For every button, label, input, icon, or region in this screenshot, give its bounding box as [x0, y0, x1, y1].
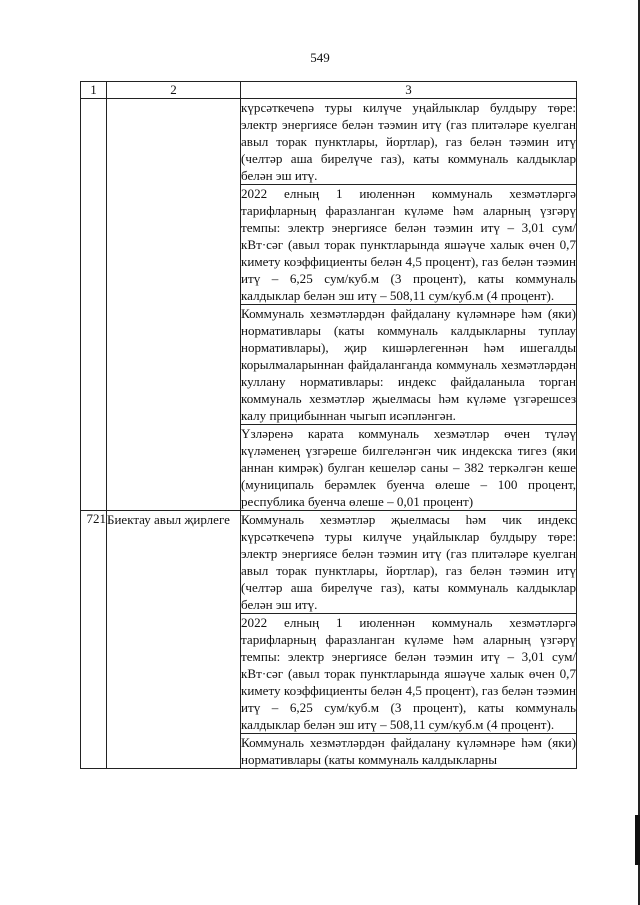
content-paragraph: 2022 елның 1 июленнән коммуналь хезмәтләргә тарифларның фаразланган күләме һәм аларның үзгәрү темпы: электр энергиясе белән тәэмин итү – 3,01 сум/кВт·сәг (авыл торак пунктларында яшәүче халык өчен 0,7 кимету коэффициенты белән 4,5 процент), газ белән тәэмин итү – 6,25 сум/куб.м (3 процент), каты коммуналь калдыклар белән эш итү – 508,11 сум/куб.м (4 процент).: [241, 615, 576, 732]
content-paragraph: Коммуналь хезмәтләрдән файдалану күләмнәре һәм (яки) нормативлары (каты коммуналь калдыкларны туплау нормативлары), җир кишәрлегеннән һәм ишегалды корылмаларыннан файдаланганда коммуналь хезмәтләрдән куллану нормативлары: индекс файдаланыла торган коммуналь хезмәтләр җыелмасы һәм күләме үзгәрешсез калу прицибыннан чыгып исәпләнгән.: [241, 306, 576, 423]
page-number: 549: [310, 50, 330, 65]
content-paragraph: Үзләренә карата коммуналь хезмәтләр өчен түләү күләменең үзгәреше билгеләнгән чик индекска тигез (яки аннан кимрәк) булган кешеләр саны – 382 теркәлгән кеше (муниципаль берәмлек буенча өлеше – 100 процент, республика буенча өлеше – 0,01 процент): [241, 426, 576, 509]
row-content: [241, 511, 577, 769]
document-table: [80, 81, 577, 769]
table-row: [81, 511, 577, 769]
row-number: [81, 99, 107, 511]
content-paragraph: күрсәткечenә туры килүче уңайлыклар булдыру төре: электр энергиясе белән тәэмин итү (газ плитәләре куелган авыл торак пунктлары, йортлар), газ белән тәэмин итү (челтәр аша бирелүче газ), каты коммуналь калдыклар белән эш итү.: [241, 100, 576, 183]
row-content: [241, 99, 577, 511]
column-header-2: 2: [107, 82, 241, 99]
scan-edge-mark: [635, 815, 640, 865]
column-header-1: 1: [81, 82, 107, 99]
content-paragraph: Коммуналь хезмәтләр җыелмасы һәм чик индекс күрсәткечenә туры килүче уңайлыклар булдыру төре: электр энергиясе белән тәэмин итү (газ плитәләре куелган авыл торак пунктлары, йортлар), газ белән тәэмин итү (челтәр аша бирелүче газ), каты коммуналь калдыклар белән эш итү.: [241, 512, 576, 612]
table-header-row: [81, 82, 577, 99]
table-row: [81, 99, 577, 511]
row-number: 721: [81, 511, 107, 769]
column-header-3: 3: [241, 82, 577, 99]
settlement-name: [107, 99, 241, 511]
content-paragraph: 2022 елның 1 июленнән коммуналь хезмәтләргә тарифларның фаразланган күләме һәм аларның үзгәрү темпы: электр энергиясе белән тәэмин итү – 3,01 сум/кВт·сәг (авыл торак пунктларында яшәүче халык өчен 0,7 кимету коэффициенты белән 4,5 процент), газ белән тәэмин итү – 6,25 сум/куб.м (3 процент), каты коммуналь калдыклар белән эш итү – 508,11 сум/куб.м (4 процент).: [241, 186, 576, 303]
settlement-name: Биектау авыл җирлеге: [107, 511, 241, 769]
content-paragraph: Коммуналь хезмәтләрдән файдалану күләмнәре һәм (яки) нормативлары (каты коммуналь калдыкларны: [241, 735, 576, 767]
